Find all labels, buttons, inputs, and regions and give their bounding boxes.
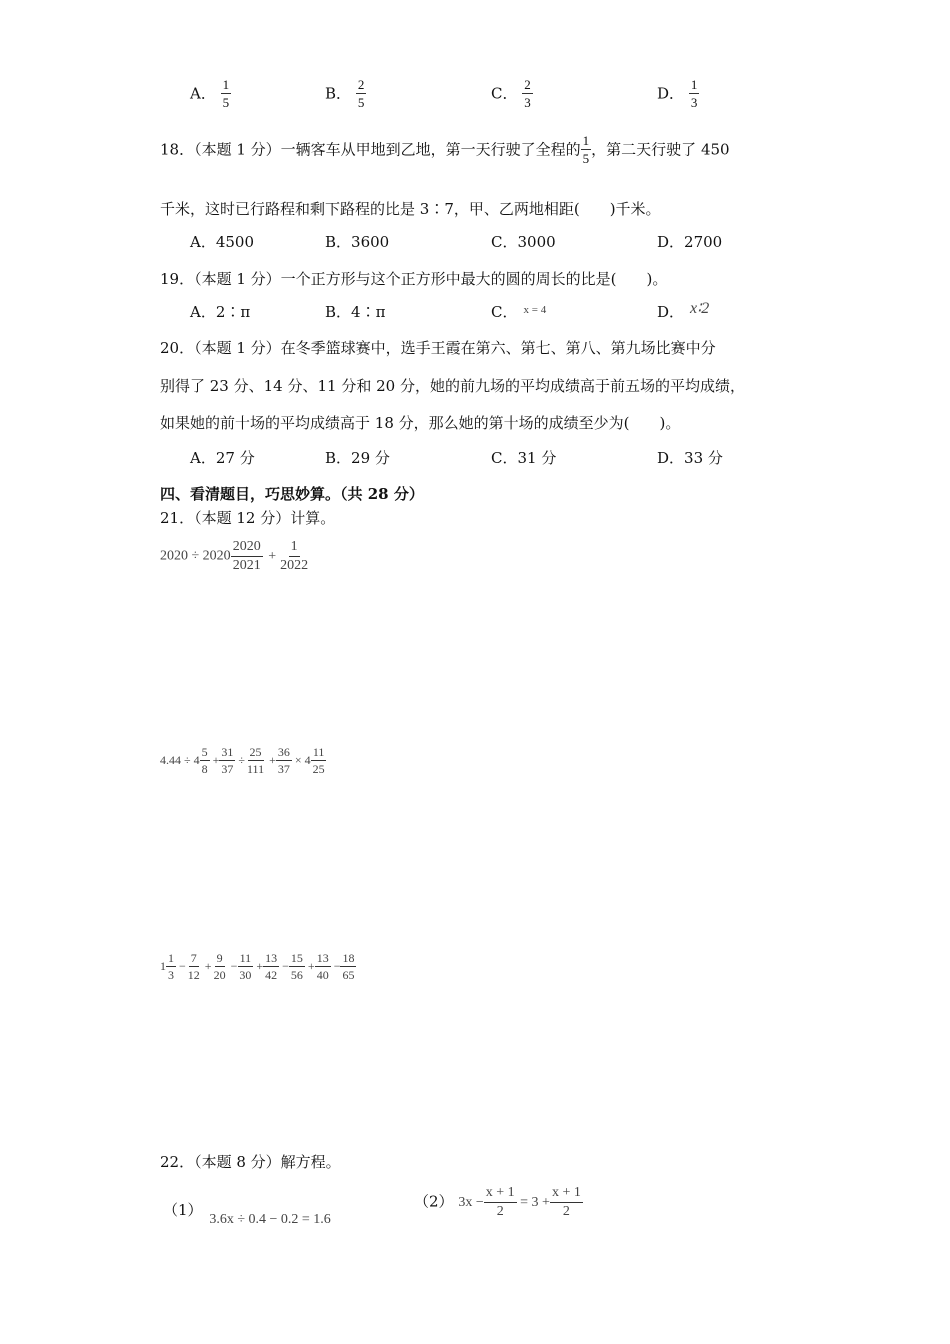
q20-line1: 20．（本题 1 分）在冬季篮球赛中，选手王霞在第六、第七、第八、第九场比赛中分 [160, 339, 716, 357]
q19-option-c [491, 302, 546, 324]
fraction: $\frac{x + 1}{2}$ [551, 1185, 581, 1219]
q18-text-part1: 18．（本题 1 分）一辆客车从甲地到乙地，第一天行驶了全程的 [160, 140, 581, 159]
q22-part-1 [163, 1200, 331, 1227]
q21-text: 21．（本题 12 分）计算。 [160, 509, 336, 527]
q20-option-b: B．29 分 [325, 449, 390, 467]
option-label: A． [190, 84, 216, 103]
fraction: $\frac{1}{3}$ [690, 77, 698, 110]
fraction: $\frac{1}{3}$ [168, 951, 174, 982]
section-heading: 四、看清题目，巧思妙算。（共 28 分） [160, 485, 424, 503]
fraction: $\frac{15}{56}$ [290, 951, 303, 982]
q18-text-part2: ，第二天行驶了 450 [591, 140, 730, 159]
q18-option-c: C．3000 [491, 233, 556, 251]
option-label: C． [491, 84, 518, 103]
q19-option-a: A．2∶π [190, 303, 251, 321]
fraction: $\frac{1}{5}$ [582, 133, 590, 166]
fraction: $\frac{7}{12}$ [187, 951, 200, 982]
fraction: $\frac{25}{111}$ [246, 745, 265, 776]
fraction: $\frac{2}{3}$ [524, 77, 531, 110]
q19-option-d [657, 302, 709, 323]
part-label: （2） [414, 1192, 454, 1211]
fraction: $\frac{1}{5}$ [222, 77, 230, 110]
q18-line1 [160, 134, 730, 165]
option-label: B． [325, 84, 352, 103]
q20-option-a: A．27 分 [190, 449, 255, 467]
part-label: （1） [163, 1201, 203, 1219]
q17-option-c [491, 78, 533, 109]
math-expression: x∶2 [690, 300, 710, 317]
math-expression: 3.6x ÷ 0.4 − 0.2 = 1.6 [209, 1212, 331, 1227]
fraction: $\frac{11}{30}$ [239, 951, 252, 982]
fraction: $\frac{2}{5}$ [357, 77, 365, 110]
fraction: $\frac{13}{42}$ [265, 951, 278, 982]
q20-option-d: D．33 分 [657, 449, 723, 467]
fraction: $\frac{2020}{2021}$ [232, 539, 261, 573]
fraction: $\frac{36}{37}$ [277, 745, 290, 776]
q19-option-b: B．4∶π [325, 303, 386, 321]
fraction: $\frac{31}{37}$ [221, 745, 234, 776]
q21-expression-3: 1 $\frac{1}{3}$ − $\frac{7}{12}$ + $\frac{9}{20}$ − $\frac{11}{30}$ + $\frac{13}{42}$ − $\frac{15}{56}$ + $\frac{13}{40}$ − $\frac{18}{65}$ [160, 951, 355, 982]
math-expression: x = 4 [523, 304, 547, 316]
option-label: C． [491, 303, 518, 321]
fraction: $\frac{18}{65}$ [342, 951, 355, 982]
q20-line2: 别得了 23 分、14 分、11 分和 20 分，她的前九场的平均成绩高于前五场的平均成绩， [160, 377, 745, 395]
q18-option-b: B．3600 [325, 233, 390, 251]
q17-option-a [190, 78, 231, 109]
option-label: D． [657, 84, 685, 103]
q18-line2: 千米，这时已行路程和剩下路程的比是 3∶7，甲、乙两地相距( )千米。 [160, 200, 661, 218]
q18-option-d: D．2700 [657, 233, 723, 251]
q17-option-b [325, 78, 366, 109]
option-label: D． [657, 303, 685, 321]
q21-expression-1: 2020 ÷ 2020 $\frac{2020}{2021}$ + $\frac{1}{2022}$ [160, 539, 309, 573]
fraction: $\frac{13}{40}$ [316, 951, 329, 982]
fraction: $\frac{9}{20}$ [213, 951, 226, 982]
q18-option-a: A．4500 [190, 233, 255, 251]
q21-expression-2: 4.44 ÷ 4 $\frac{5}{8}$ + $\frac{31}{37}$ ÷ $\frac{25}{111}$ + $\frac{36}{37}$ × 4 $\frac{11}{25}$ [160, 745, 325, 776]
q20-option-c: C．31 分 [491, 449, 557, 467]
q22-part-2: （2） 3x − $\frac{x + 1}{2}$ = 3 + $\frac{x + 1}{2}$ [414, 1185, 581, 1219]
q22-text: 22．（本题 8 分）解方程。 [160, 1153, 341, 1171]
fraction: $\frac{x + 1}{2}$ [485, 1185, 515, 1219]
q20-line3: 如果她的前十场的平均成绩高于 18 分，那么她的第十场的成绩至少为( )。 [160, 414, 681, 432]
fraction: $\frac{1}{2022}$ [280, 539, 309, 573]
q19-text: 19．（本题 1 分）一个正方形与这个正方形中最大的圆的周长的比是( )。 [160, 270, 668, 288]
fraction: $\frac{5}{8}$ [201, 745, 208, 776]
q17-option-d [657, 78, 699, 109]
fraction: $\frac{11}{25}$ [312, 745, 325, 776]
